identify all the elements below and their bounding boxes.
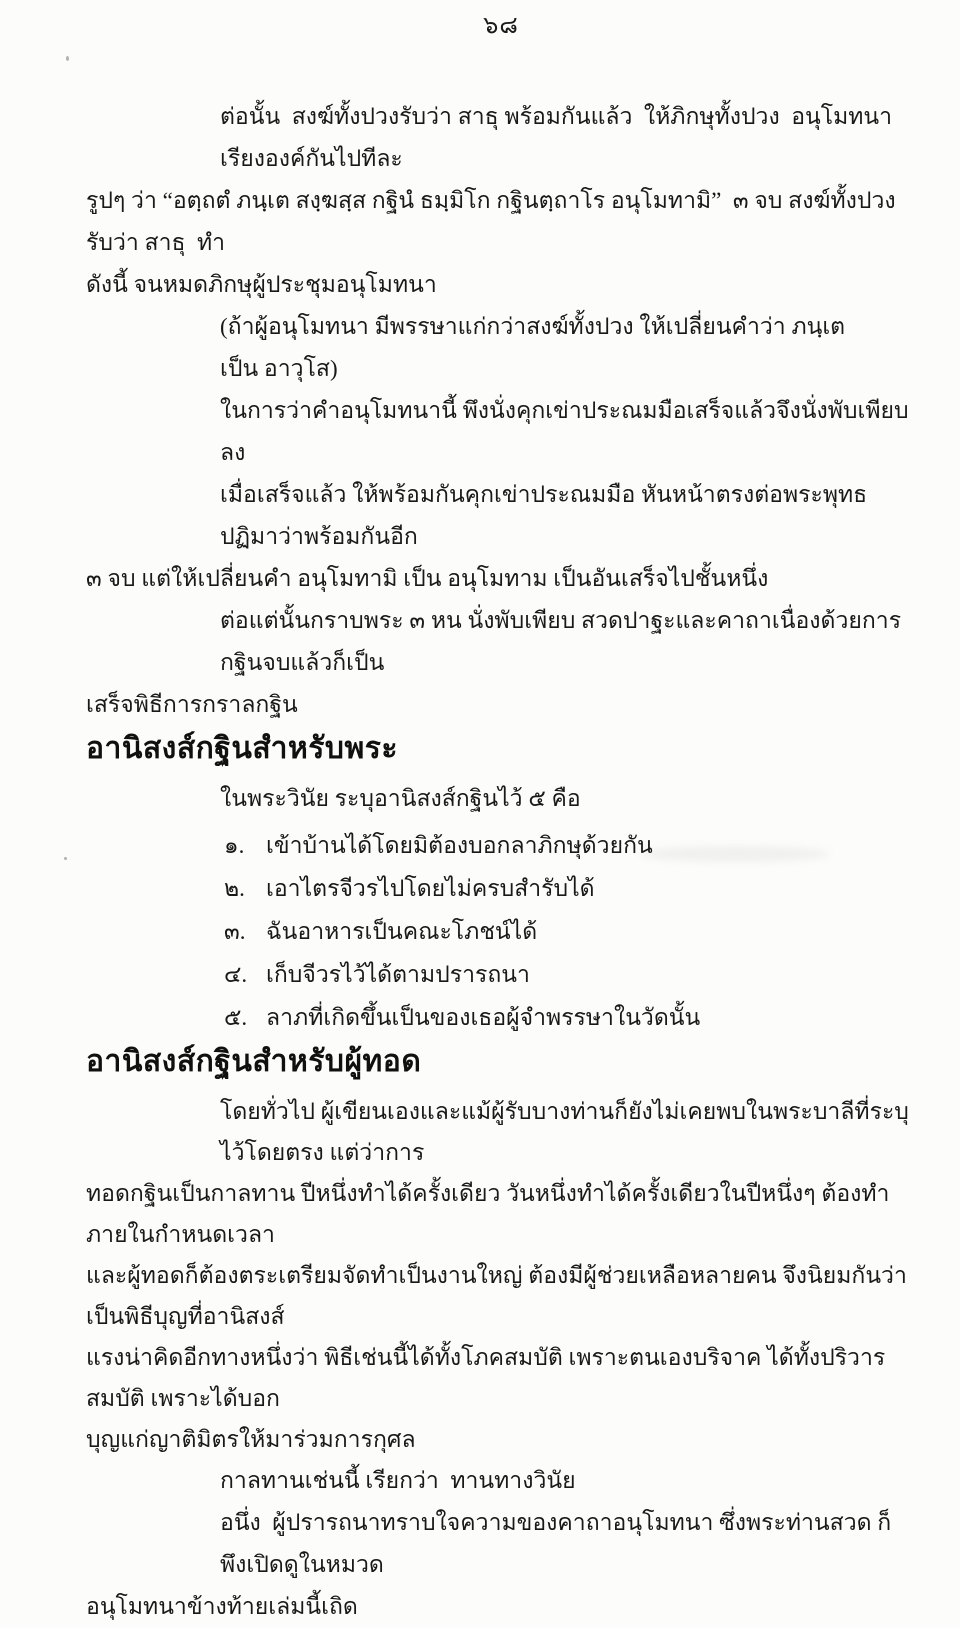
page-number: ๖๘ <box>483 13 519 39</box>
paragraph-anueng <box>86 1502 916 1628</box>
list-item <box>86 824 916 867</box>
scan-speck <box>64 857 67 860</box>
list-item <box>86 953 916 996</box>
paragraph-vinaya <box>86 778 916 820</box>
list-item <box>86 996 916 1039</box>
list-item-number: ๔. <box>224 962 248 987</box>
paragraph-line: ต่อนั้น สงฆ์ทั้งปวงรับว่า สาธุ พร้อมกันแล้ว ให้ภิกษุทั้งปวง อนุโมทนาเรียงองค์กันไปทีละ <box>220 104 893 171</box>
paragraph-kneel <box>86 390 916 474</box>
list-item-text: ฉันอาหารเป็นคณะโภชน์ได้ <box>266 919 538 944</box>
paragraph-line: เมื่อเสร็จแล้ว ให้พร้อมกันคุกเข่าประณมมือ หันหน้าตรงต่อพระพุทธปฏิมาว่าพร้อมกันอีก <box>220 482 868 549</box>
paragraph-line: เสร็จพิธีการกราลกฐิน <box>86 692 298 717</box>
paragraph-line: ทอดกฐินเป็นกาลทาน ปีหนึ่งทำได้ครั้งเดียว วันหนึ่งทำได้ครั้งเดียวในปีหนึ่งๆ ต้องทำภายในกำหนดเวลา <box>86 1181 890 1247</box>
paragraph-line: โดยทั่วไป ผู้เขียนเองและแม้ผู้รับบางท่านก็ยังไม่เคยพบในพระบาลีที่ระบุไว้โดยตรง แต่ว่าการ <box>220 1099 909 1165</box>
paragraph-line: อนึ่ง ผู้ปรารถนาทราบใจความของคาถาอนุโมทนา ซึ่งพระท่านสวด ก็พึงเปิดดูในหมวด <box>220 1510 892 1577</box>
scan-artifact <box>648 1188 708 1198</box>
paragraph-note-parenthetical <box>86 306 916 390</box>
list-item-text: เข้าบ้านได้โดยมิต้องบอกลาภิกษุด้วยกัน <box>266 833 653 858</box>
scan-artifact <box>640 846 830 862</box>
list-item-number: ๓. <box>224 919 246 944</box>
list-item-text: เก็บจีวรไว้ได้ตามปรารถนา <box>266 962 530 987</box>
paragraph-line: แรงน่าคิดอีกทางหนึ่งว่า พิธีเช่นนี้ได้ทั้งโภคสมบัติ เพราะตนเองบริจาค ได้ทั้งปริวารสมบัติ เพราะได้บอก <box>86 1345 886 1411</box>
paragraph-line: และผู้ทอดก็ต้องตระเตรียมจัดทำเป็นงานใหญ่ ต้องมีผู้ช่วยเหลือหลายคน จึงนิยมกันว่าเป็นพิธีบุญที่อานิสงส์ <box>86 1263 907 1329</box>
paragraph-general <box>86 1091 916 1460</box>
list-item <box>86 867 916 910</box>
paragraph-line: ๓ จบ แต่ให้เปลี่ยนคำ อนุโมทามิ เป็น อนุโมทาม เป็นอันเสร็จไปชั้นหนึ่ง <box>86 566 769 591</box>
paragraph-finish <box>86 474 916 600</box>
paragraph-line: รูปๆ ว่า “อตฺถตํ ภนฺเต สงฺฆสฺส กฐินํ ธมฺมิโก กฐินตฺถาโร อนุโมทามิ” ๓ จบ สงฆ์ทั้งปวงรับว่า สาธุ ทำ <box>86 188 896 255</box>
paragraph-line: ดังนี้ จนหมดภิกษุผู้ประชุมอนุโมทนา <box>86 272 437 297</box>
paragraph-bow <box>86 600 916 726</box>
list-item-number: ๕. <box>224 1005 248 1030</box>
list-item <box>86 910 916 953</box>
list-item-text: เอาไตรจีวรไปโดยไม่ครบสำรับได้ <box>266 876 595 901</box>
paragraph-line: บุญแก่ญาติมิตรให้มาร่วมการกุศล <box>86 1427 416 1452</box>
section-heading-benefits-for-monks: อานิสงส์กฐินสำหรับพระ <box>86 732 398 765</box>
paragraph-line: อนุโมทนาข้างท้ายเล่มนี้เถิด <box>86 1594 358 1619</box>
scan-speck <box>66 56 69 61</box>
list-item-text: ลาภที่เกิดขึ้นเป็นของเธอผู้จำพรรษาในวัดนั้น <box>266 1005 701 1030</box>
paragraph-line: กาลทานเช่นนี้ เรียกว่า ทานทางวินัย <box>220 1468 576 1493</box>
list-item-number: ๑. <box>224 833 245 858</box>
paragraph-line: ในการว่าคำอนุโมทนานี้ พึงนั่งคุกเข่าประณมมือเสร็จแล้วจึงนั่งพับเพียบลง <box>220 398 909 465</box>
paragraph-anumodana <box>86 96 916 306</box>
list-item-number: ๒. <box>224 876 245 901</box>
paragraph-kalathan <box>86 1460 916 1502</box>
paragraph-line: ต่อแต่นั้นกราบพระ ๓ หน นั่งพับเพียบ สวดปาฐะและคาถาเนื่องด้วยการกฐินจบแล้วก็เป็น <box>220 608 902 675</box>
section-heading-benefits-for-donor: อานิสงส์กฐินสำหรับผู้ทอด <box>86 1045 422 1078</box>
paragraph-line: (ถ้าผู้อนุโมทนา มีพรรษาแก่กว่าสงฆ์ทั้งปวง ให้เปลี่ยนคำว่า ภนฺเต เป็น อาวุโส) <box>220 314 892 381</box>
paragraph-line: ในพระวินัย ระบุอานิสงส์กฐินไว้ ๕ คือ <box>220 786 581 811</box>
